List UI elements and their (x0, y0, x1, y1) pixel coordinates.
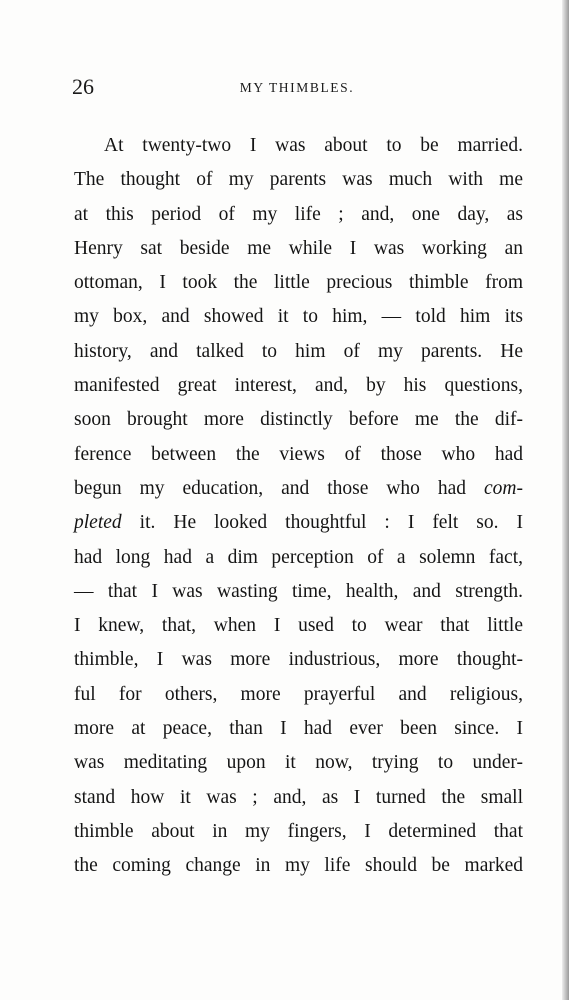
page-number: 26 (72, 74, 94, 99)
text-line: ference between the views of those who had (74, 443, 523, 465)
text-line: the coming change in my life should be marked (74, 855, 523, 877)
text-line-mixed (74, 472, 523, 506)
text-line: my box, and showed it to him, — told him its (74, 306, 523, 328)
text-line: ottoman, I took the little precious thimble from (74, 272, 523, 294)
text-line: stand how it was ; and, as I turned the small (74, 786, 523, 808)
text-line: thimble, I was more industrious, more thought- (74, 649, 523, 671)
text-line: more at peace, than I had ever been since. I (74, 718, 523, 740)
text-line: ful for others, more prayerful and religious, (74, 683, 523, 705)
italic-text: pleted (74, 512, 122, 534)
text-line: manifested great interest, and, by his questions, (74, 375, 523, 397)
text-line-mixed (74, 506, 523, 540)
text-line: was meditating upon it now, trying to under- (74, 752, 523, 774)
page-header (72, 74, 522, 104)
text-line: The thought of my parents was much with me (74, 169, 523, 191)
text-run: begun my education, and those who had (74, 477, 467, 499)
text-run: it. He looked thoughtful : I felt so. I (139, 512, 523, 534)
text-line: history, and talked to him of my parents. He (74, 340, 523, 362)
text-line: At twenty-two I was about to be married. (104, 135, 523, 156)
text-line: Henry sat beside me while I was working an (74, 237, 523, 259)
text-line: at this period of my life ; and, one day, as (74, 203, 523, 225)
text-line: had long had a dim perception of a solemn fact, (74, 546, 523, 568)
text-line: soon brought more distinctly before me the dif- (74, 409, 523, 431)
page-spine-shadow (562, 0, 569, 1000)
text-line: — that I was wasting time, health, and strength. (74, 580, 523, 602)
body-text (74, 129, 523, 884)
text-line: thimble about in my fingers, I determined that (74, 820, 523, 842)
italic-text: com- (484, 477, 524, 499)
running-title: MY THIMBLES. (239, 80, 355, 95)
text-line: I knew, that, when I used to wear that little (74, 615, 523, 637)
